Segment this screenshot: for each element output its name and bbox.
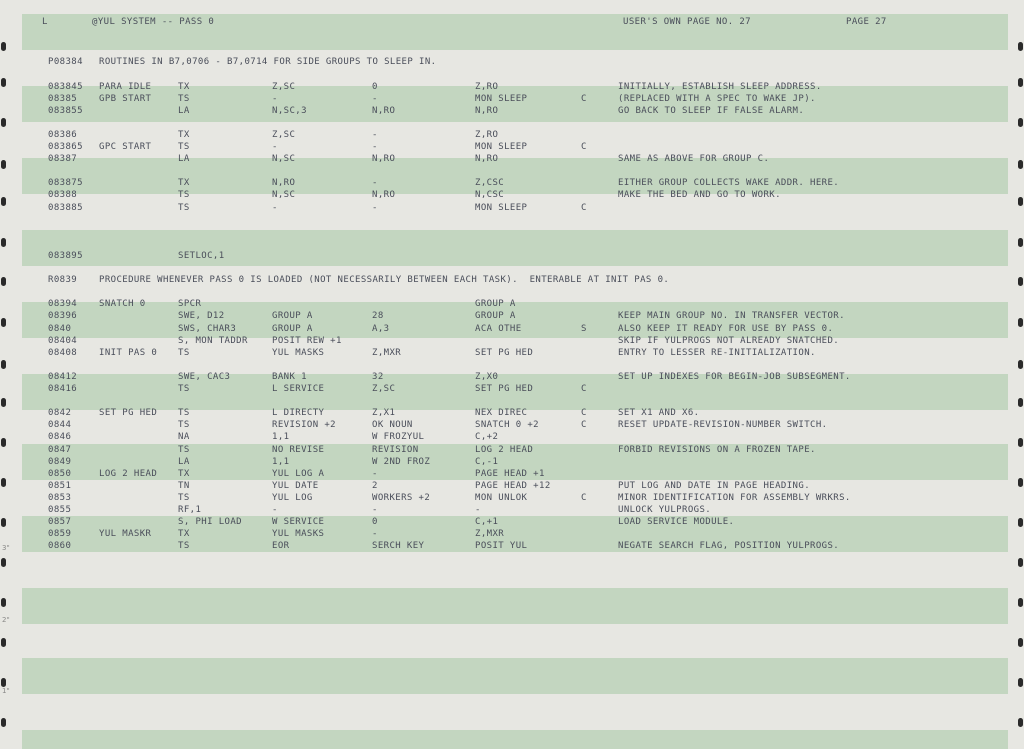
address-field: N,SC (272, 190, 296, 200)
result-field: MON SLEEP (475, 203, 528, 213)
result-field: PAGE HEAD +12 (475, 481, 551, 491)
result-field: Z,RO (475, 82, 499, 92)
op-field: SPCR (178, 299, 202, 309)
result-field: GROUP A (475, 299, 516, 309)
green-bar-band (22, 158, 1008, 194)
comment-field: KEEP MAIN GROUP NO. IN TRANSFER VECTOR. (618, 311, 845, 321)
header-page-number: PAGE 27 (846, 17, 887, 27)
operand-field: - (372, 94, 378, 104)
result-field: GROUP A (475, 311, 516, 321)
op-field: TS (178, 493, 190, 503)
feed-hole (1018, 398, 1023, 407)
address-field: EOR (272, 541, 290, 551)
operand-field: SERCH KEY (372, 541, 425, 551)
operand-field: Z,X1 (372, 408, 396, 418)
result-field: LOG 2 HEAD (475, 445, 534, 455)
comment-field: RESET UPDATE-REVISION-NUMBER SWITCH. (618, 420, 828, 430)
result-field: C,+2 (475, 432, 499, 442)
result-field: Z,MXR (475, 529, 505, 539)
op-field: SWE, D12 (178, 311, 225, 321)
seq-field: 0860 (48, 541, 72, 551)
result-field: POSIT YUL (475, 541, 528, 551)
address-field: L DIRECTY (272, 408, 325, 418)
margin-mark-2in: 2" (2, 616, 10, 624)
comment-field: MINOR IDENTIFICATION FOR ASSEMBLY WRKRS. (618, 493, 851, 503)
feed-hole (1, 478, 6, 487)
header-mark: L (42, 17, 48, 27)
operand-field: Z,MXR (372, 348, 402, 358)
green-bar-band (22, 230, 1008, 266)
flag-field: C (581, 203, 587, 213)
seq-field: 08404 (48, 336, 78, 346)
label-field: ROUTINES IN B7,0706 - B7,0714 FOR SIDE GROUPS TO SLEEP IN. (99, 57, 437, 67)
label-field: GPC START (99, 142, 152, 152)
label-field: INIT PAS 0 (99, 348, 158, 358)
comment-field: SKIP IF YULPROGS NOT ALREADY SNATCHED. (618, 336, 840, 346)
result-field: NEX DIREC (475, 408, 528, 418)
op-field: TS (178, 142, 190, 152)
seq-field: 083855 (48, 106, 83, 116)
address-field: - (272, 203, 278, 213)
result-field: MON SLEEP (475, 94, 528, 104)
feed-hole (1, 398, 6, 407)
result-field: Z,CSC (475, 178, 505, 188)
address-field: - (272, 142, 278, 152)
flag-field: S (581, 324, 587, 334)
seq-field: 0846 (48, 432, 72, 442)
result-field: PAGE HEAD +1 (475, 469, 545, 479)
flag-field: C (581, 384, 587, 394)
flag-field: C (581, 94, 587, 104)
seq-field: R0839 (48, 275, 78, 285)
op-field: SWS, CHAR3 (178, 324, 237, 334)
result-field: ACA OTHE (475, 324, 522, 334)
flag-field: C (581, 408, 587, 418)
feed-hole (1018, 558, 1023, 567)
op-field: TX (178, 529, 190, 539)
feed-hole (1, 160, 6, 169)
feed-hole (1018, 718, 1023, 727)
address-field: Z,SC (272, 82, 296, 92)
seq-field: 083865 (48, 142, 83, 152)
feed-hole (1, 360, 6, 369)
comment-field: PUT LOG AND DATE IN PAGE HEADING. (618, 481, 811, 491)
comment-field: MAKE THE BED AND GO TO WORK. (618, 190, 781, 200)
operand-field: 32 (372, 372, 384, 382)
op-field: S, MON TADDR (178, 336, 248, 346)
seq-field: 0853 (48, 493, 72, 503)
seq-field: P08384 (48, 57, 83, 67)
op-field: TS (178, 203, 190, 213)
operand-field: - (372, 505, 378, 515)
op-field: TS (178, 420, 190, 430)
flag-field: C (581, 420, 587, 430)
result-field: MON SLEEP (475, 142, 528, 152)
feed-hole (1, 277, 6, 286)
address-field: GROUP A (272, 311, 313, 321)
operand-field: 2 (372, 481, 378, 491)
operand-field: W FROZYUL (372, 432, 425, 442)
feed-hole (1, 598, 6, 607)
seq-field: 0857 (48, 517, 72, 527)
green-bar-band (22, 588, 1008, 624)
feed-hole (1, 518, 6, 527)
feed-hole (1, 318, 6, 327)
seq-field: 0850 (48, 469, 72, 479)
op-field: LA (178, 154, 190, 164)
address-field: - (272, 505, 278, 515)
address-field: YUL MASKS (272, 348, 325, 358)
operand-field: N,RO (372, 190, 396, 200)
feed-hole (1018, 518, 1023, 527)
feed-hole (1018, 78, 1023, 87)
label-field: SET PG HED (99, 408, 158, 418)
flag-field: C (581, 142, 587, 152)
feed-hole (1, 42, 6, 51)
margin-mark-1in: 1" (2, 687, 10, 695)
op-field: TS (178, 94, 190, 104)
operand-field: WORKERS +2 (372, 493, 431, 503)
result-field: MON UNLOK (475, 493, 528, 503)
green-bar-band (22, 730, 1008, 749)
feed-hole (1018, 277, 1023, 286)
operand-field: 0 (372, 517, 378, 527)
label-field: SNATCH 0 (99, 299, 146, 309)
op-field: LA (178, 106, 190, 116)
feed-hole (1, 678, 6, 687)
op-field: TS (178, 408, 190, 418)
feed-hole (1, 238, 6, 247)
operand-field: - (372, 469, 378, 479)
operand-field: - (372, 130, 378, 140)
address-field: YUL MASKS (272, 529, 325, 539)
seq-field: 08387 (48, 154, 78, 164)
feed-hole (1018, 318, 1023, 327)
feed-hole (1018, 360, 1023, 369)
address-field: W SERVICE (272, 517, 325, 527)
op-field: TX (178, 178, 190, 188)
result-field: - (475, 505, 481, 515)
op-field: SWE, CAC3 (178, 372, 231, 382)
seq-field: 08412 (48, 372, 78, 382)
margin-mark-3in: 3" (2, 544, 10, 552)
address-field: YUL DATE (272, 481, 319, 491)
comment-field: SAME AS ABOVE FOR GROUP C. (618, 154, 770, 164)
op-field: TX (178, 82, 190, 92)
address-field: N,SC (272, 154, 296, 164)
label-field: PROCEDURE WHENEVER PASS 0 IS LOADED (NOT NECESSARILY BETWEEN EACH TASK). ENTERABLE AT INIT PAS 0. (99, 275, 670, 285)
comment-field: EITHER GROUP COLLECTS WAKE ADDR. HERE. (618, 178, 840, 188)
result-field: SET PG HED (475, 384, 534, 394)
operand-field: REVISION (372, 445, 419, 455)
green-bar-band (22, 86, 1008, 122)
header-users-page: USER'S OWN PAGE NO. 27 (623, 17, 752, 27)
feed-hole (1, 118, 6, 127)
seq-field: 0840 (48, 324, 72, 334)
operand-field: 0 (372, 82, 378, 92)
feed-hole (1018, 438, 1023, 447)
comment-field: LOAD SERVICE MODULE. (618, 517, 735, 527)
seq-field: 0855 (48, 505, 72, 515)
op-field: TN (178, 481, 190, 491)
seq-field: 083845 (48, 82, 83, 92)
seq-field: 08388 (48, 190, 78, 200)
op-field: TX (178, 130, 190, 140)
address-field: NO REVISE (272, 445, 325, 455)
comment-field: SET X1 AND X6. (618, 408, 700, 418)
feed-hole (1018, 678, 1023, 687)
seq-field: 08394 (48, 299, 78, 309)
seq-field: 08386 (48, 130, 78, 140)
feed-hole (1018, 478, 1023, 487)
address-field: Z,SC (272, 130, 296, 140)
operand-field: 28 (372, 311, 384, 321)
op-field: TX (178, 469, 190, 479)
op-field: LA (178, 457, 190, 467)
feed-hole (1, 197, 6, 206)
seq-field: 08385 (48, 94, 78, 104)
comment-field: UNLOCK YULPROGS. (618, 505, 712, 515)
comment-field: (REPLACED WITH A SPEC TO WAKE JP). (618, 94, 816, 104)
result-field: SET PG HED (475, 348, 534, 358)
seq-field: 083895 (48, 251, 83, 261)
op-field: RF,1 (178, 505, 202, 515)
address-field: L SERVICE (272, 384, 325, 394)
address-field: GROUP A (272, 324, 313, 334)
comment-field: ALSO KEEP IT READY FOR USE BY PASS 0. (618, 324, 834, 334)
green-bar-band (22, 658, 1008, 694)
comment-field: FORBID REVISIONS ON A FROZEN TAPE. (618, 445, 816, 455)
feed-hole (1018, 238, 1023, 247)
address-field: POSIT REW +1 (272, 336, 342, 346)
address-field: REVISION +2 (272, 420, 337, 430)
comment-field: SET UP INDEXES FOR BEGIN-JOB SUBSEGMENT. (618, 372, 851, 382)
address-field: N,SC,3 (272, 106, 307, 116)
operand-field: - (372, 178, 378, 188)
feed-hole (1018, 160, 1023, 169)
address-field: BANK 1 (272, 372, 307, 382)
seq-field: 0849 (48, 457, 72, 467)
op-field: S, PHI LOAD (178, 517, 243, 527)
result-field: Z,RO (475, 130, 499, 140)
label-field: GPB START (99, 94, 152, 104)
label-field: PARA IDLE (99, 82, 152, 92)
result-field: C,-1 (475, 457, 499, 467)
operand-field: Z,SC (372, 384, 396, 394)
operand-field: N,RO (372, 106, 396, 116)
feed-hole (1018, 197, 1023, 206)
feed-hole (1, 78, 6, 87)
address-field: - (272, 94, 278, 104)
result-field: N,CSC (475, 190, 505, 200)
op-field: TS (178, 348, 190, 358)
feed-hole (1, 638, 6, 647)
feed-hole (1018, 598, 1023, 607)
seq-field: 083885 (48, 203, 83, 213)
comment-field: INITIALLY, ESTABLISH SLEEP ADDRESS. (618, 82, 822, 92)
op-field: SETLOC,1 (178, 251, 225, 261)
op-field: TS (178, 541, 190, 551)
op-field: NA (178, 432, 190, 442)
result-field: N,RO (475, 154, 499, 164)
op-field: TS (178, 384, 190, 394)
feed-hole (1, 438, 6, 447)
result-field: N,RO (475, 106, 499, 116)
feed-hole (1, 718, 6, 727)
operand-field: - (372, 203, 378, 213)
address-field: N,RO (272, 178, 296, 188)
header-system: @YUL SYSTEM -- PASS 0 (92, 17, 215, 27)
seq-field: 0844 (48, 420, 72, 430)
operand-field: W 2ND FROZ (372, 457, 431, 467)
seq-field: 08396 (48, 311, 78, 321)
operand-field: OK NOUN (372, 420, 413, 430)
comment-field: NEGATE SEARCH FLAG, POSITION YULPROGS. (618, 541, 840, 551)
op-field: TS (178, 190, 190, 200)
label-field: LOG 2 HEAD (99, 469, 158, 479)
operand-field: - (372, 529, 378, 539)
result-field: C,+1 (475, 517, 499, 527)
feed-hole (1018, 638, 1023, 647)
seq-field: 0847 (48, 445, 72, 455)
address-field: YUL LOG A (272, 469, 325, 479)
comment-field: GO BACK TO SLEEP IF FALSE ALARM. (618, 106, 805, 116)
result-field: SNATCH 0 +2 (475, 420, 540, 430)
operand-field: - (372, 142, 378, 152)
operand-field: A,3 (372, 324, 390, 334)
feed-hole (1, 558, 6, 567)
comment-field: ENTRY TO LESSER RE-INITIALIZATION. (618, 348, 816, 358)
operand-field: N,RO (372, 154, 396, 164)
seq-field: 083875 (48, 178, 83, 188)
result-field: Z,X0 (475, 372, 499, 382)
seq-field: 08416 (48, 384, 78, 394)
feed-hole (1018, 118, 1023, 127)
seq-field: 08408 (48, 348, 78, 358)
seq-field: 0851 (48, 481, 72, 491)
op-field: TS (178, 445, 190, 455)
feed-hole (1018, 42, 1023, 51)
label-field: YUL MASKR (99, 529, 152, 539)
seq-field: 0859 (48, 529, 72, 539)
seq-field: 0842 (48, 408, 72, 418)
address-field: 1,1 (272, 432, 290, 442)
address-field: YUL LOG (272, 493, 313, 503)
flag-field: C (581, 493, 587, 503)
address-field: 1,1 (272, 457, 290, 467)
